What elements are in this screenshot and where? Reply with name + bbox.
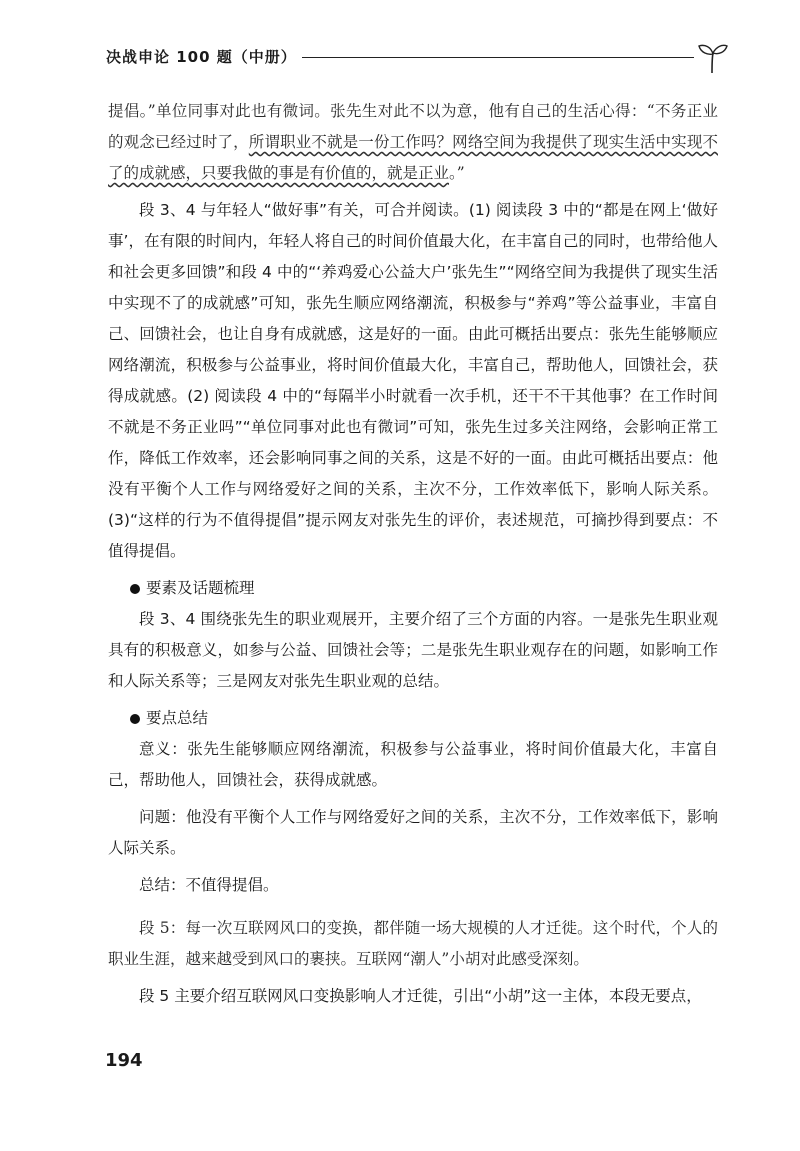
quote-segment-end: 。” — [449, 164, 465, 182]
bullet-icon — [130, 584, 140, 594]
paragraph5-analysis: 段 5 主要介绍互联网风口变换影响人才迁徙，引出“小胡”这一主体，本段无要点， — [139, 987, 702, 1005]
section-heading-text: 要点总结 — [146, 709, 209, 727]
section-heading-elements — [108, 573, 718, 604]
summary-item-meaning: 意义：张先生能够顺应网络潮流，积极参与公益事业，将时间价值最大化，丰富自己，帮助他人，回馈社会，获得成就感。 — [108, 740, 718, 789]
quote-block — [108, 96, 718, 189]
book-title: 决战申论 100 题（中册） — [106, 48, 297, 66]
summary-item-conclusion: 总结：不值得提倡。 — [139, 876, 279, 894]
analysis-paragraph: 段 3、4 与年轻人“做好事”有关，可合并阅读。(1) 阅读段 3 中的“都是在网上‘做好事’，在有限的时间内，年轻人将自己的时间价值最大化，在丰富自己的同时，也带给他人和社会更多回馈”和段 4 中的“‘养鸡爱心公益大户’张先生”“网络空间为我提供了现实生活中实现不了的成就感”可知，张先生顺应网络潮流，积极参与“养鸡”等公益事业，丰富自己、回馈社会，也让自身有成就感，这是好的一面。由此可概括出要点：张先生能够顺应网络潮流，积极参与公益事业，将时间价值最大化，丰富自己，帮助他人，回馈社会，获得成就感。(2) 阅读段 4 中的“每隔半小时就看一次手机，还干不干其他事？在工作时间不就是不务正业吗”“单位同事对此也有微词”可知，张先生过多关注网络，会影响正常工作，降低工作效率，还会影响同事之间的关系，这是不好的一面。由此可概括出要点：他没有平衡个人工作与网络爱好之间的关系，主次不分，工作效率低下，影响人际关系。(3)“这样的行为不值得提倡”提示网友对张先生的评价，表述规范，可摘抄得到要点：不值得提倡。 — [108, 201, 718, 560]
quote-segment-plain: 提倡。”单位同事对此也有微词。张先生对此不以为意，他有自己的生活心得：“不务正业的观念已经过时了， — [108, 102, 718, 151]
summary-item-problem: 问题：他没有平衡个人工作与网络爱好之间的关系，主次不分，工作效率低下，影响人际关系。 — [108, 808, 718, 857]
header-rule — [302, 57, 694, 58]
quote-segment-underlined: 所谓职业不就是一份工作吗？网络空间为我提供了现实生活中实现不了的成就感，只要我做的事是有价值的，就是正业 — [108, 133, 718, 182]
elements-paragraph: 段 3、4 围绕张先生的职业观展开，主要介绍了三个方面的内容。一是张先生职业观具有的积极意义，如参与公益、回馈社会等；二是张先生职业观存在的问题，如影响工作和人际关系等；三是网友对张先生职业观的总结。 — [108, 610, 718, 690]
page-body — [108, 96, 718, 1012]
section-heading-text: 要素及话题梳理 — [146, 579, 255, 597]
running-header — [106, 40, 726, 76]
page-number: 194 — [105, 1050, 143, 1071]
sprout-icon — [694, 40, 730, 74]
bullet-icon — [130, 714, 140, 724]
section-heading-summary — [108, 703, 718, 734]
paragraph5-quote: 段 5：每一次互联网风口的变换，都伴随一场大规模的人才迁徙。这个时代，个人的职业生涯，越来越受到风口的裹挟。互联网“潮人”小胡对此感受深刻。 — [108, 919, 718, 968]
